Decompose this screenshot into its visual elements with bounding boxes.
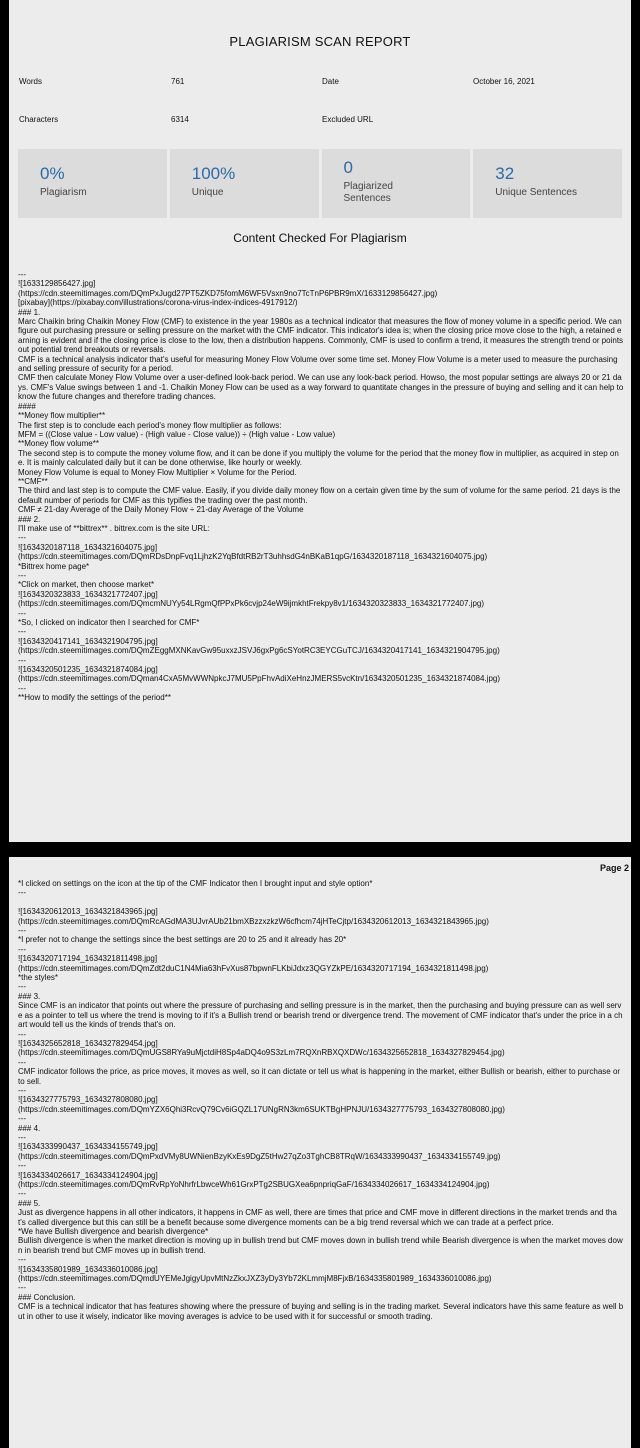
characters-label: Characters xyxy=(19,115,59,124)
stat-unique xyxy=(170,149,319,218)
checked-content: --- ![1633129856427.jpg] (https://cdn.steemitimages.com/DQmPxJugd27PT5ZKD75fomM6WF5Vsxn9no7TcTnP6PBR9mX/1633129856427.jpg) [pixabay](https://pixabay.com/illustrations/corona-virus-index-indices-4917912/) ### 1. Marc Chaikin bring Chaikin Money Flow (CMF) to existence in the year 1980s as a technical indicator that measures the flow of money volume in a specific period. We can figure out purchasing pressure or selling pressure on the market with the CMF indicator. This indicator's idea is; when the closing price move close to the high, a retained earning is evident and if the closing price is close to the low, then a distribution happens. Commonly, CMF is used to confirm a trend, it measures the strength trend or points out potential trend breakouts or reversals. CMF is a technical analysis indicator that's useful for measuring Money Flow Volume over some time set. Money Flow Volume is a meter used to measure the purchasing and selling pressure of security for a period. CMF then calculate Money Flow Volume over a user-defined look-back period. We can use any look-back period. Howso, the most popular settings are always 20 or 21 days. CMF's Value swings between 1 and -1. Chaikin Money Flow can be used as a way forward to quantitate changes in the pressure of buying and selling and it can help to know the future changes and therefore trading chances. #### **Money flow multiplier** The first step is to conclude each period's money flow multiplier as follows: MFM = ((Close value - Low value) - (High value - Close value)) ÷ (High value - Low value) **Money flow volume** The second step is to compute the money volume flow, and it can be done if you multiply the volume for the period that the money flow in multiplier, as acquired in step one. It is mainly calculated daily but it can be done otherwise, like hourly or weekly. Money Flow Volume is equal to Money Flow Multiplier × Volume for the Period. **CMF** The third and last step is to compute the CMF value. Easily, if you divide daily money flow on a certain given time by the sum of volume for the same period. 21 days is the default number of periods for CMF as this typifies the trading over the past month. CMF ≠ 21-day Average of the Daily Money Flow ÷ 21-day Average of the Volume ### 2. I'll make use of **bittrex** . bittrex.com is the site URL: --- ![1634320187118_1634321604075.jpg] (https://cdn.steemitimages.com/DQmRDsDnpFvq1LjhzK2YqBfdtRB2rT3uhhsdG4nBKaB1qpG/1634320187118_1634321604075.jpg) *Bittrex home page* --- *Click on market, then choose market* ![1634320323833_1634321772407.jpg] (https://cdn.steemitimages.com/DQmcmNUYy54LRgmQfPPxPk6cvjp24eW9ijmkhtFrekpy8v1/1634320323833_1634321772407.jpg) --- *So, I clicked on indicator then I searched for CMF* --- ![1634320417141_1634321904795.jpg] (https://cdn.steemitimages.com/DQmZEggMXNKavGw95uxxzJSVJ6gxPg6cSYotRC3EYCGuTCJ/1634320417141_1634321904795.jpg) --- ![1634320501235_1634321874084.jpg] (https://cdn.steemitimages.com/DQman4CxA5MvWWNpkcJ7MU5PpFhvAdiXeHnzJMERS5vcKtn/1634320501235_1634321874084.jpg) --- **How to modify the settings of the period** xyxy=(18,270,624,703)
report-page-2 xyxy=(9,857,631,1448)
stat-plagiarized-sentences xyxy=(322,149,471,218)
stats-row xyxy=(18,149,622,218)
checked-content-page-2: *I clicked on settings on the icon at the tip of the CMF Indicator then I brought input and style option* --- ![1634320612013_1634321843965.jpg] (https://cdn.steemitimages.com/DQmRcAGdMA3UJvrAUb21bmXBzzxzkzW6cfhcm74jHTeCjtp/1634320612013_1634321843965.jpg) --- *I prefer not to change the settings since the best settings are 20 to 25 and it already has 20* --- ![1634320717194_1634321811498.jpg] (https://cdn.steemitimages.com/DQmZdt2duC1N4Mia63hFvXus87bpwnFLKbiJdxz3QGYZkPE/1634320717194_1634321811498.jpg) *the styles* --- ### 3. Since CMF is an indicator that points out where the pressure of purchasing and selling pressure is in the market, then the purchasing and buying pressure can as well serve as a pointer to tell us where the trend is moving to if it's a Bullish trend or bearish trend or divergence trend. The movement of CMF indicator that's under the price in a chart would tell us the kinds of trends that's on. --- ![1634325652818_1634327829454.jpg] (https://cdn.steemitimages.com/DQmUGS8RYa9uMjctdiH8Sp4aDQ4o9S3zLm7RQXnRBXQXDWc/1634325652818_1634327829454.jpg) --- CMF indicator follows the price, as price moves, it moves as well, so it can dictate or tell us what is happening in the market, either Bullish or bearish, either to purchase or to sell. --- ![1634327775793_1634327808080.jpg] (https://cdn.steemitimages.com/DQmYZX6Qhi3RcvQ79Cv6iGQZL17UNgRN3km6SUKTBgHPNJU/1634327775793_1634327808080.jpg) --- ### 4. --- ![1634333990437_1634334155749.jpg] (https://cdn.steemitimages.com/DQmPxdVMy8UWNienBzyKxEs9DgZ5tHw27qZo3TghCB8TRqW/1634333990437_1634334155749.jpg) --- ![1634334026617_1634334124904.jpg] (https://cdn.steemitimages.com/DQmRvRpYoNhrfrLbwceWh61GrxPTg2SBUGXea6pnpriqGaF/1634334026617_1634334124904.jpg) --- ### 5. Just as divergence happens in all other indicators, it happens in CMF as well, there are times that price and CMF move in different directions in the market trends and that's called divergence but this can still be a benefit because some divergence moments can be a big trend reversal which we can trade at a perfect price. *We have Bullish divergence and bearish divergence* Bullish divergence is when the market direction is moving up in bullish trend but CMF moves down in bullish trend while Bearish divergence is when the market moves down in bearish trend but CMF moves up in bullish trend. --- ![1634335801989_1634336010086.jpg] (https://cdn.steemitimages.com/DQmdUYEMeJgigyUpvMtNzZkxJXZ3yDy3Yb72KLmmjM8FjxB/1634335801989_1634336010086.jpg) --- ### Conclusion. CMF is a technical indicator that has features showing where the pressure of buying and selling is in the trading market. Several indicators have this same feature as well but in other to use it wisely, indicator like moving averages is advice to be used with it for successful or smooth trading. xyxy=(18,879,624,1321)
stat-label: Unique Sentences xyxy=(495,187,577,198)
date-label: Date xyxy=(322,77,339,86)
stat-label: Plagiarism xyxy=(40,187,87,198)
report-title: PLAGIARISM SCAN REPORT xyxy=(229,34,411,49)
stat-plagiarism xyxy=(18,149,167,218)
characters-value: 6314 xyxy=(171,115,189,124)
excluded-url-label: Excluded URL xyxy=(322,115,374,124)
stat-label: Unique xyxy=(191,187,224,198)
report-page-1 xyxy=(9,0,631,842)
stat-unique-sentences xyxy=(473,149,622,218)
date-value: October 16, 2021 xyxy=(473,77,535,86)
stat-value: 32 xyxy=(495,164,515,183)
stat-label: Plagiarized Sentences xyxy=(343,181,393,204)
page-number: Page 2 xyxy=(599,863,629,873)
stat-value: 100% xyxy=(191,164,236,183)
stat-value: 0 xyxy=(343,158,353,177)
stat-value: 0% xyxy=(40,164,65,183)
words-value: 761 xyxy=(171,77,185,86)
words-label: Words xyxy=(19,77,42,86)
section-title: Content Checked For Plagiarism xyxy=(233,231,407,245)
